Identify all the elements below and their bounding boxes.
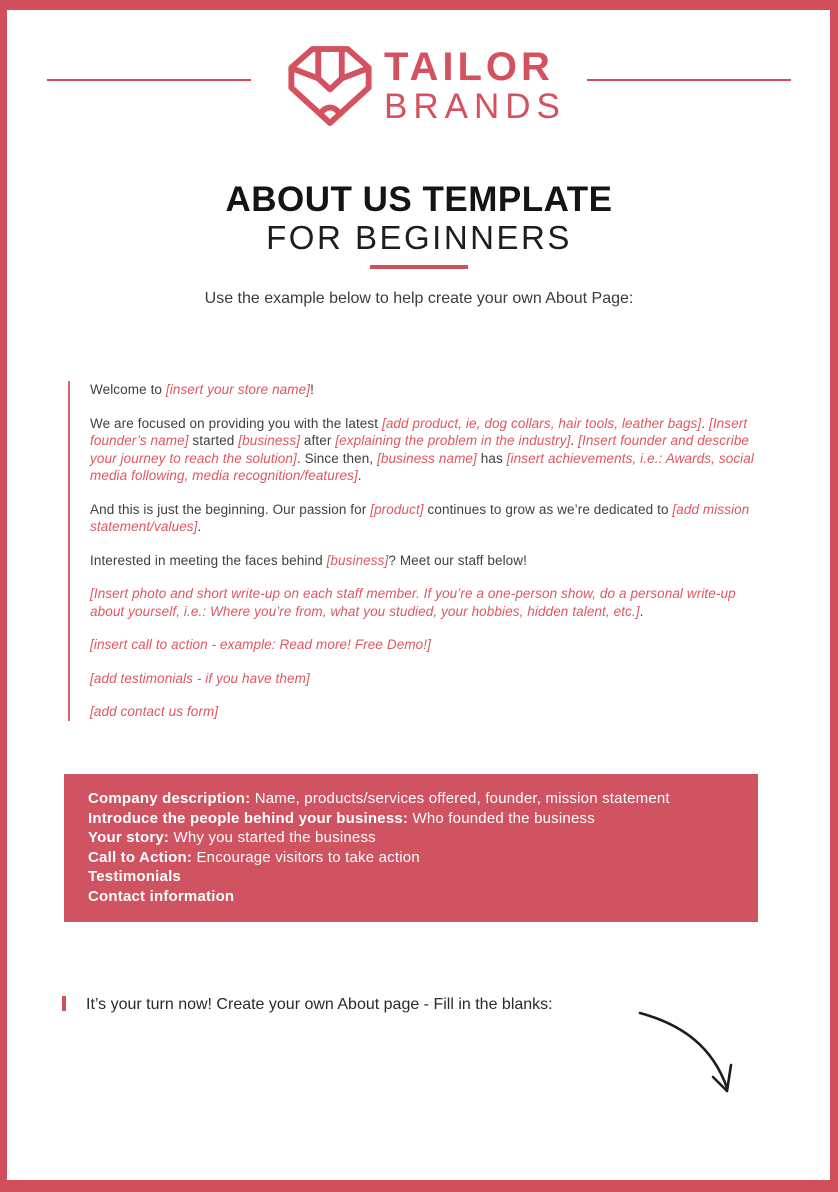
placeholder-text: [Insert founder’s name]: [90, 415, 748, 448]
summary-line-text: Encourage visitors to take action: [192, 848, 420, 866]
page-title: ABOUT US TEMPLATE: [225, 180, 613, 219]
placeholder-text: [explaining the problem in the industry]: [335, 433, 571, 448]
placeholder-text: [insert achievements, i.e.: Awards, social media following, media recognition/features]: [90, 450, 754, 483]
body-text: . Since then,: [296, 450, 378, 466]
body-text: has: [476, 450, 507, 466]
template-paragraph: [90, 670, 760, 688]
placeholder-text: [business]: [326, 552, 389, 568]
body-text: .: [570, 433, 579, 448]
intro-text: Use the example below to help create your own About Page:: [204, 290, 634, 307]
template-paragraph: [90, 585, 760, 620]
placeholder-text: [business]: [238, 433, 301, 448]
placeholder-text: [insert your store name]: [165, 382, 311, 397]
summary-line: [88, 828, 734, 848]
template-paragraph: [90, 552, 760, 570]
summary-line-label: Introduce the people behind your business:: [88, 809, 409, 827]
body-text: continues to grow as we’re dedicated to: [423, 501, 673, 517]
body-text: .: [357, 468, 362, 483]
template-paragraph: [90, 501, 760, 536]
summary-line-label: Your story:: [88, 829, 170, 847]
curved-arrow-down-icon: [634, 1003, 750, 1105]
summary-line: [88, 887, 734, 907]
decorative-line-right: [587, 79, 791, 81]
page-subtitle: FOR BEGINNERS: [266, 219, 572, 256]
decorative-line-left: [47, 79, 251, 81]
template-paragraph: [90, 415, 760, 485]
quote-bar: [62, 996, 66, 1011]
footer-prompt-row: [62, 996, 553, 1014]
placeholder-text: [insert call to action - example: Read more! Free Demo!]: [90, 637, 431, 652]
example-paragraphs: [90, 381, 760, 721]
summary-line-text: Name, products/services offered, founder, mission statement: [250, 790, 670, 807]
summary-line-text: Why you started the business: [169, 829, 376, 847]
body-text: ? Meet our staff below!: [388, 552, 527, 568]
body-text: Welcome to: [90, 382, 166, 397]
summary-line-label: Testimonials: [88, 868, 181, 886]
placeholder-text: [add product, ie, dog collars, hair tools, leather bags]: [381, 415, 702, 431]
tailor-brands-heart-gem-icon: [288, 45, 372, 127]
summary-lines: [88, 789, 734, 907]
summary-line-label: Contact information: [88, 887, 235, 905]
summary-line: [88, 867, 734, 887]
placeholder-text: [add testimonials - if you have them]: [90, 670, 310, 686]
placeholder-text: [Insert photo and short write-up on each staff member. If you’re a one-person show, do a personal write-up about yourself, i.e.: Where you’re from, what you studied, your hobbies, hidden talent, etc.]: [90, 586, 736, 619]
logo-text-brands: BRANDS: [384, 87, 566, 126]
summary-line-label: Call to Action:: [88, 848, 193, 866]
summary-line: [88, 809, 734, 829]
body-text: Interested in meeting the faces behind: [90, 552, 327, 568]
body-text: after: [300, 433, 336, 448]
placeholder-text: [business name]: [377, 450, 477, 466]
placeholder-text: [Insert founder and describe your journey to reach the solution]: [90, 433, 750, 466]
summary-line-text: Who founded the business: [408, 809, 595, 827]
logo-text-tailor: TAILOR: [384, 45, 554, 89]
example-block: [68, 381, 760, 721]
summary-box: [64, 774, 758, 922]
placeholder-text: [product]: [370, 501, 424, 517]
summary-line: [88, 789, 734, 809]
template-paragraph: [90, 381, 760, 399]
body-text: !: [310, 382, 314, 397]
body-text: started: [188, 433, 239, 448]
logo-wordmark: [384, 46, 566, 125]
footer-prompt: It’s your turn now! Create your own About page - Fill in the blanks:: [86, 996, 553, 1013]
body-text: .: [197, 519, 202, 534]
template-paragraph: [90, 703, 760, 721]
title-divider: [370, 265, 468, 269]
body-text: And this is just the beginning. Our passion for: [90, 501, 371, 517]
summary-line-label: Company description:: [88, 790, 251, 807]
placeholder-text: [add contact us form]: [90, 704, 219, 719]
summary-line: [88, 848, 734, 868]
body-text: .: [639, 603, 644, 619]
placeholder-text: [add mission statement/values]: [90, 501, 750, 534]
body-text: .: [701, 415, 709, 431]
template-paragraph: [90, 636, 760, 654]
body-text: We are focused on providing you with the latest: [90, 415, 382, 431]
